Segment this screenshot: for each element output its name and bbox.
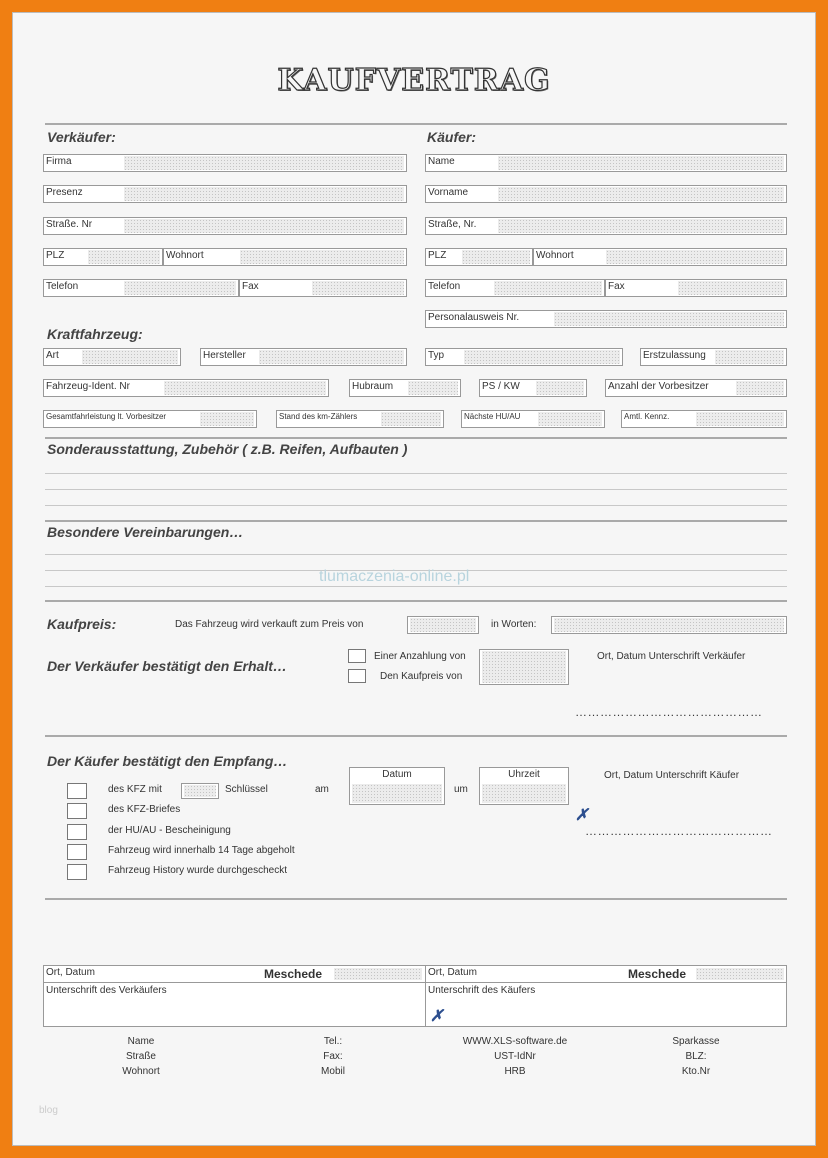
vehicle-gesamtfahrleistung-field[interactable] [43,410,257,428]
kfz-label: des KFZ mit [108,784,162,795]
buyer-sign-line[interactable]: ……………………………………… [585,824,773,838]
footer-text: Straße [125,1051,156,1062]
divider [45,600,787,602]
key-count-field[interactable] [181,783,219,799]
field-label: Hubraum [352,381,394,392]
anzahlung-label: Einer Anzahlung von [374,651,466,662]
footer-col-bank [646,1034,746,1079]
divider [45,437,787,439]
signature-mark: ✗ [430,1008,444,1025]
writing-line[interactable] [45,489,787,490]
table-divider [425,966,426,1026]
acceptance-heading: Der Käufer bestätigt den Empfang… [47,753,288,769]
price-field[interactable] [407,616,479,634]
vehicle-art-field[interactable] [43,348,181,366]
briefes-label: des KFZ-Briefes [108,804,181,815]
vehicle-hersteller-field[interactable] [200,348,407,366]
seller-presenz-field[interactable] [43,185,407,203]
seller-firma-field[interactable] [43,154,407,172]
vehicle-ps-field[interactable] [479,379,587,397]
buyer-ausweis-field[interactable] [425,310,787,328]
field-label: Name [428,156,455,167]
kfz-checkbox[interactable] [67,783,87,799]
seller-place-label: Ort, Datum [46,967,95,978]
field-label: Telefon [428,281,461,292]
footer-text: Sparkasse [672,1036,720,1047]
page-title: KAUFVERTRAG [277,63,551,98]
footer-col-address [91,1034,191,1079]
writing-line[interactable] [45,586,787,587]
divider [45,898,787,900]
field-label: Anzahl der Vorbesitzer [608,381,709,392]
time-label: Uhrzeit [508,769,540,780]
receipt-amount-field[interactable] [479,649,569,685]
huau-label: der HU/AU - Bescheinigung [108,825,231,836]
footer-text: Tel.: [323,1036,343,1047]
field-label: Wohnort [536,250,574,261]
footer-text: HRB [504,1066,526,1077]
field-label: Hersteller [203,350,246,361]
receipt-heading: Der Verkäufer bestätigt den Erhalt… [47,658,287,674]
footer-col-company [445,1034,585,1079]
kaufpreis-label: Den Kaufpreis von [380,671,463,682]
field-label: Fax [608,281,625,292]
field-label: Erstzulassung [643,350,706,361]
field-label: Straße. Nr [46,219,93,230]
signature-table [43,965,787,1027]
writing-line[interactable] [45,473,787,474]
buyer-date-field[interactable] [696,968,784,980]
field-label: Personalausweis Nr. [428,312,520,323]
buyer-place-label: Ort, Datum [428,967,477,978]
field-label: Telefon [46,281,79,292]
divider [45,735,787,737]
extras-heading: Sonderausstattung, Zubehör ( z.B. Reifen, Aufbauten ) [47,441,408,457]
date-field[interactable] [349,767,445,805]
field-label: Vorname [428,187,469,198]
field-label: Presenz [46,187,83,198]
agreements-heading: Besondere Vereinbarungen… [47,524,244,540]
schluessel-label: Schlüssel [225,784,268,795]
buyer-name-field[interactable] [425,154,787,172]
table-divider [44,982,786,983]
seller-city: Meschede [264,967,323,981]
footer-text: Kto.Nr [681,1066,711,1077]
vehicle-hubraum-field[interactable] [349,379,461,397]
history-checkbox[interactable] [67,864,87,880]
signature-mark: ✗ [575,807,589,824]
price-heading: Kaufpreis: [47,616,117,632]
vehicle-kennz-field[interactable] [621,410,787,428]
field-label: Firma [46,156,72,167]
briefes-checkbox[interactable] [67,803,87,819]
footer-text: Name [127,1036,155,1047]
field-label: Straße, Nr. [428,219,477,230]
seller-street-field[interactable] [43,217,407,235]
buyer-city: Meschede [628,967,687,981]
seller-sign-label: Ort, Datum Unterschrift Verkäufer [597,651,746,662]
buyer-sign-label: Ort, Datum Unterschrift Käufer [604,770,740,781]
watermark-text: tlumaczenia-online.pl [319,568,470,585]
field-label: Gesamtfahrleistung lt. Vorbesitzer [46,412,167,421]
footer-text: WWW.XLS-software.de [462,1036,568,1047]
seller-sign-line[interactable]: ……………………………………… [575,705,763,719]
buyer-heading: Käufer: [427,129,477,145]
vehicle-heading: Kraftfahrzeug: [47,326,143,342]
date-label: Datum [382,769,412,780]
field-label: Stand des km-Zählers [279,412,358,421]
field-label: Fax [242,281,259,292]
anzahlung-checkbox[interactable] [348,649,366,663]
buyer-fax-field[interactable] [605,279,787,297]
seller-fax-field[interactable] [239,279,407,297]
abgeholt-checkbox[interactable] [67,844,87,860]
field-label: Fahrzeug-Ident. Nr [46,381,130,392]
history-label: Fahrzeug History wurde durchgescheckt [108,865,287,876]
buyer-telefon-field[interactable] [425,279,605,297]
footer-col-contact [283,1034,383,1079]
seller-telefon-field[interactable] [43,279,239,297]
vehicle-erstzulassung-field[interactable] [640,348,787,366]
writing-line[interactable] [45,505,787,506]
footer-text: Wohnort [122,1066,160,1077]
field-label: Art [46,350,59,361]
vehicle-typ-field[interactable] [425,348,623,366]
field-label: PS / KW [482,381,520,392]
price-words-label: in Worten: [491,619,537,630]
divider [45,520,787,522]
field-label: Wohnort [166,250,204,261]
footer-text: UST-IdNr [494,1051,536,1062]
buyer-signature-label: Unterschrift des Käufers [428,985,536,996]
field-label: Typ [428,350,445,361]
buyer-wohnort-field[interactable] [533,248,787,266]
writing-line[interactable] [45,554,787,555]
field-label: Amtl. Kennz. [624,412,670,421]
time-field[interactable] [479,767,569,805]
vehicle-km-field[interactable] [276,410,444,428]
footer-text: Fax: [323,1051,343,1062]
price-text: Das Fahrzeug wird verkauft zum Preis von [175,619,364,630]
vehicle-ident-field[interactable] [43,379,329,397]
abgeholt-label: Fahrzeug wird innerhalb 14 Tage abgeholt [108,845,295,856]
kaufpreis-checkbox[interactable] [348,669,366,683]
vehicle-vorbesitzer-field[interactable] [605,379,787,397]
footer-text: BLZ: [685,1051,707,1062]
field-label: Nächste HU/AU [464,412,521,421]
divider [45,123,787,125]
vehicle-hu-field[interactable] [461,410,605,428]
field-label: PLZ [46,250,65,261]
buyer-plz-field[interactable] [425,248,533,266]
huau-checkbox[interactable] [67,824,87,840]
um-label: um [454,784,468,795]
corner-label: blog [39,1105,58,1116]
buyer-vorname-field[interactable] [425,185,787,203]
price-words-field[interactable] [551,616,787,634]
field-label: PLZ [428,250,447,261]
footer-text: Mobil [321,1066,345,1077]
seller-plz-field[interactable] [43,248,163,266]
am-label: am [315,784,329,795]
buyer-street-field[interactable] [425,217,787,235]
seller-heading: Verkäufer: [47,129,116,145]
seller-signature-label: Unterschrift des Verkäufers [46,985,167,996]
contract-page [12,12,816,1146]
seller-date-field[interactable] [334,968,422,980]
seller-wohnort-field[interactable] [163,248,407,266]
